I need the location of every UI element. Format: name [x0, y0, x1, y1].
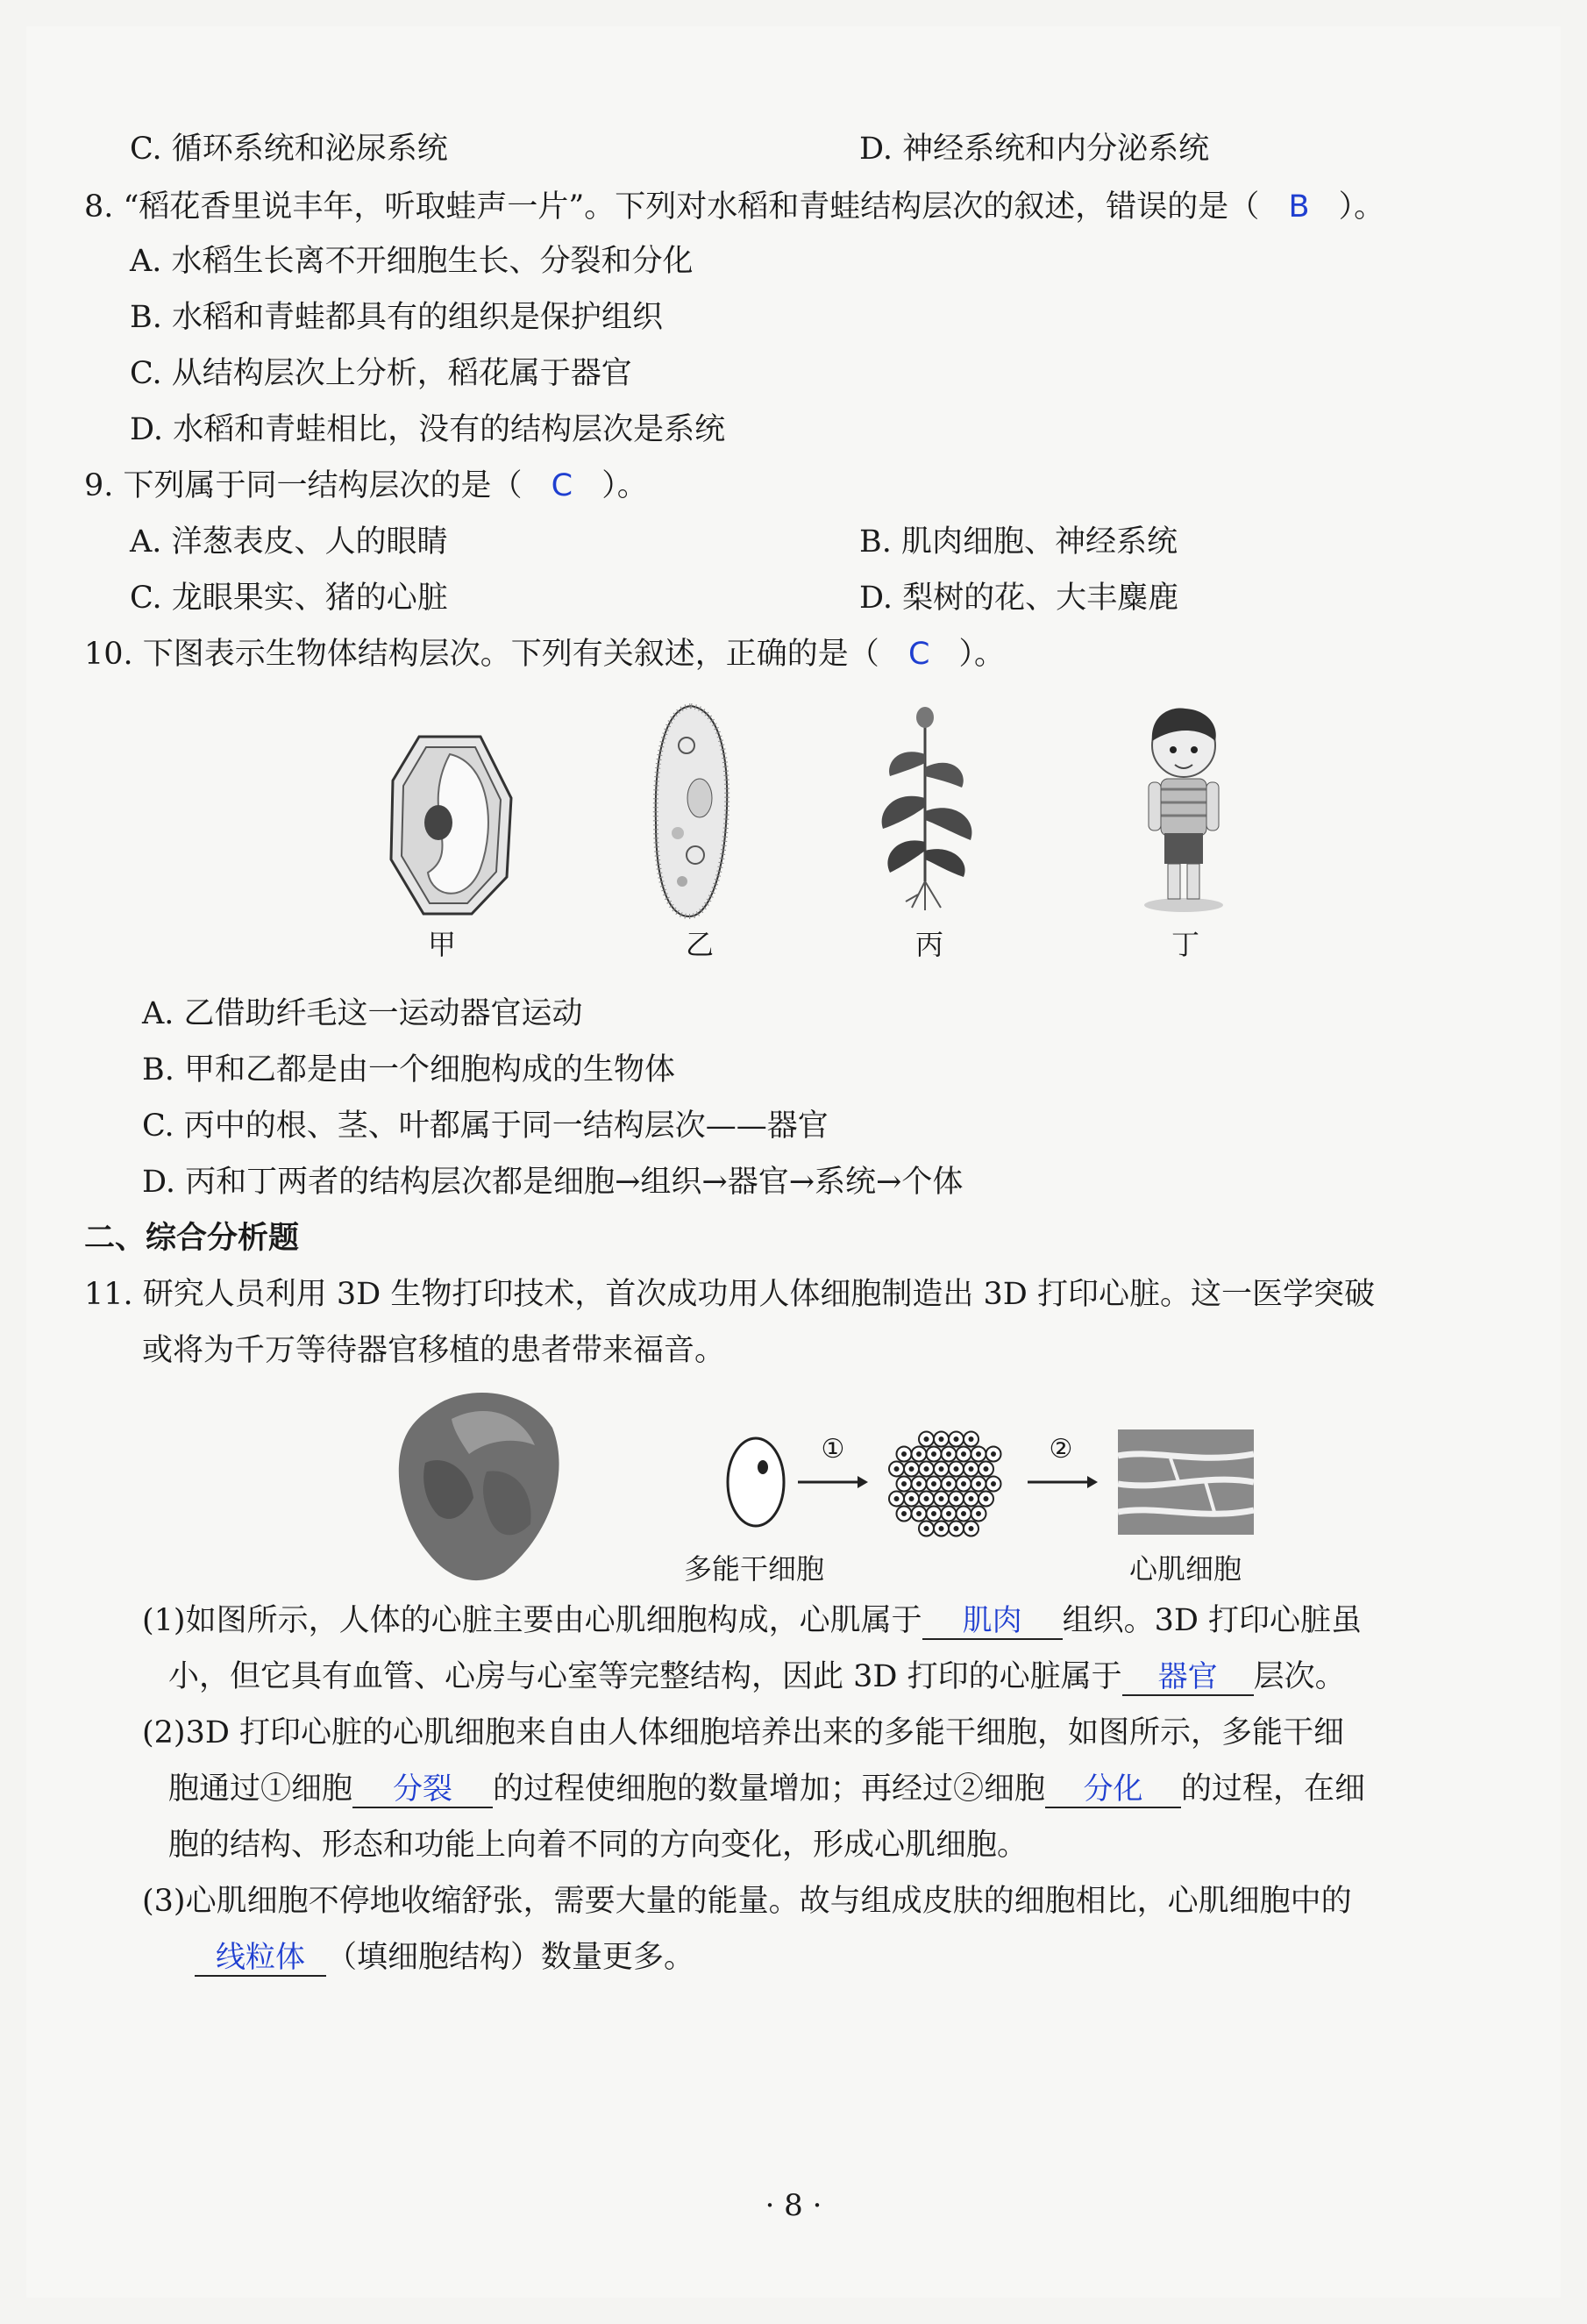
- cluster-cell-nucleus: [939, 1526, 944, 1531]
- q11-part1-text-b: 组织。3D 打印心脏虽: [1062, 1603, 1363, 1638]
- q11-part1-text-c: 小，但它具有血管、心房与心室等完整结构，因此 3D 打印的心脏属于: [168, 1659, 1122, 1694]
- q10-option-a: A. 乙借助纤毛这一运动器官运动: [142, 996, 583, 1031]
- cluster-cell-nucleus: [954, 1436, 959, 1442]
- cluster-cell-nucleus: [924, 1526, 929, 1531]
- cluster-cell-nucleus: [916, 1451, 922, 1457]
- q8-option-d: D. 水稻和青蛙相比，没有的结构层次是系统: [130, 412, 726, 447]
- cluster-cell-nucleus: [969, 1466, 974, 1472]
- cluster-cell-nucleus: [924, 1436, 929, 1442]
- q11-part2-text-c: 的过程使细胞的数量增加；再经过②细胞: [493, 1772, 1046, 1807]
- q9-option-d: D. 梨树的花、大丰麋鹿: [859, 581, 1179, 616]
- q10-option-d: D. 丙和丁两者的结构层次都是细胞→组织→器官→系统→个体: [142, 1165, 964, 1200]
- q8-stem-text: 8. “稻花香里说丰年，听取蛙声一片”。下列对水稻和青蛙结构层次的叙述，错误的是（: [84, 189, 1260, 225]
- q11-part1-text-a: (1)如图所示，人体的心脏主要由心肌细胞构成，心肌属于: [142, 1603, 922, 1638]
- cluster-cell-nucleus: [954, 1466, 959, 1472]
- q11-part2-text-b: 胞通过①细胞: [168, 1772, 353, 1807]
- q11-part3-line1: (3)心肌细胞不停地收缩舒张，需要大量的能量。故与组成皮肤的细胞相比，心肌细胞中的: [142, 1884, 1352, 1919]
- cluster-cell-nucleus: [961, 1511, 966, 1516]
- cluster-cell-nucleus: [976, 1451, 981, 1457]
- q11-part1-text-d: 层次。: [1253, 1659, 1346, 1694]
- q11-part2-line2: [168, 1770, 1365, 1808]
- q11-part3-text-b: （填细胞结构）数量更多。: [326, 1940, 695, 1975]
- stem-cell-label: 多能干细胞: [683, 1552, 824, 1586]
- cluster-cell-nucleus: [931, 1451, 936, 1457]
- q11-part1-answer1: 肌肉: [922, 1603, 1063, 1640]
- label-ding: 丁: [1171, 928, 1199, 961]
- q11-part1-answer2: 器官: [1122, 1659, 1254, 1696]
- q8-option-c: C. 从结构层次上分析，稻花属于器官: [130, 356, 632, 391]
- cluster-cell-nucleus: [916, 1511, 922, 1516]
- cluster-cell-nucleus: [991, 1451, 996, 1457]
- cluster-cell-nucleus: [916, 1481, 922, 1486]
- stem-cell-illustration: [724, 1434, 787, 1530]
- q11-part2-line1: (2)3D 打印心脏的心肌细胞来自由人体细胞培养出来的多能干细胞，如图所示，多能干细: [142, 1715, 1345, 1750]
- cluster-cell-nucleus: [894, 1496, 900, 1501]
- cluster-cell-nucleus: [939, 1466, 944, 1472]
- q10-stem-text: 10. 下图表示生物体结构层次。下列有关叙述，正确的是（: [84, 637, 879, 672]
- cluster-cell-nucleus: [969, 1436, 974, 1442]
- paramecium-illustration: [647, 702, 735, 921]
- q8-answer: B: [1288, 189, 1310, 225]
- cluster-cell-nucleus: [924, 1466, 929, 1472]
- page-number: · 8 ·: [765, 2188, 822, 2223]
- q8-option-b: B. 水稻和青蛙都具有的组织是保护组织: [130, 300, 663, 335]
- cluster-cell-nucleus: [969, 1496, 974, 1501]
- q10-stem: [84, 635, 1005, 674]
- q8-stem-end: ）。: [1338, 189, 1385, 225]
- q10-option-c: C. 丙中的根、茎、叶都属于同一结构层次——器官: [142, 1109, 829, 1144]
- q11-part2-line3: 胞的结构、形态和功能上向着不同的方向变化，形成心肌细胞。: [168, 1828, 1028, 1863]
- q9-stem-end: ）。: [601, 468, 648, 503]
- cluster-cell-nucleus: [961, 1481, 966, 1486]
- cluster-cell-nucleus: [954, 1496, 959, 1501]
- q11-part3-answer: 线粒体: [195, 1940, 326, 1977]
- q11-part3-line2: [195, 1938, 694, 1977]
- q11-stem-line2: 或将为千万等待器官移植的患者带来福音。: [142, 1333, 726, 1368]
- arrow-icon: [1028, 1473, 1098, 1491]
- q9-answer: C: [551, 468, 573, 503]
- plant-cell-illustration: [384, 728, 516, 921]
- step-two-marker: ②: [1049, 1434, 1073, 1465]
- q10-answer: C: [907, 637, 930, 672]
- cluster-cell-nucleus: [931, 1481, 936, 1486]
- q9-stem: [84, 467, 648, 505]
- cluster-cell-nucleus: [946, 1451, 951, 1457]
- q11-part2-answer1: 分裂: [352, 1772, 493, 1808]
- cluster-cell-nucleus: [909, 1496, 914, 1501]
- q8-option-a: A. 水稻生长离不开细胞生长、分裂和分化: [130, 244, 694, 279]
- label-jia: 甲: [427, 928, 456, 961]
- q10-option-b: B. 甲和乙都是由一个细胞构成的生物体: [142, 1052, 675, 1087]
- cluster-cell-nucleus: [991, 1481, 996, 1486]
- cluster-cell-nucleus: [894, 1466, 900, 1472]
- cluster-cell-nucleus: [939, 1436, 944, 1442]
- cluster-cell-nucleus: [939, 1496, 944, 1501]
- cluster-cell-nucleus: [946, 1511, 951, 1516]
- q7-option-c: C. 循环系统和泌尿系统: [130, 132, 448, 167]
- q9-option-b: B. 肌肉细胞、神经系统: [859, 524, 1178, 560]
- cluster-cell-nucleus: [976, 1481, 981, 1486]
- boy-illustration: [1131, 702, 1236, 912]
- cluster-cell-nucleus: [924, 1496, 929, 1501]
- cluster-cell-nucleus: [961, 1451, 966, 1457]
- cardiac-cell-label: 心肌细胞: [1128, 1552, 1242, 1586]
- q9-option-c: C. 龙眼果实、猪的心脏: [130, 581, 448, 616]
- cluster-cell-nucleus: [901, 1451, 907, 1457]
- q10-stem-end: ）。: [958, 637, 1006, 672]
- cluster-cell-nucleus: [969, 1526, 974, 1531]
- q11-stem-line1: 11. 研究人员利用 3D 生物打印技术，首次成功用人体细胞制造出 3D 打印心脏。这一医学突破: [84, 1277, 1375, 1312]
- cluster-cell-nucleus: [976, 1511, 981, 1516]
- cluster-cell-nucleus: [901, 1511, 907, 1516]
- cardiac-muscle-cells-illustration: [1118, 1429, 1254, 1535]
- q8-stem: [84, 188, 1384, 226]
- q11-part1-line1: [142, 1601, 1362, 1640]
- cluster-cell-nucleus: [954, 1526, 959, 1531]
- cluster-cell-nucleus: [901, 1481, 907, 1486]
- q9-stem-text: 9. 下列属于同一结构层次的是（: [84, 468, 523, 503]
- heart-illustration: [390, 1384, 566, 1586]
- label-bing: 丙: [914, 928, 943, 961]
- q7-option-d: D. 神经系统和内分泌系统: [859, 132, 1210, 167]
- arrow-icon: [798, 1473, 868, 1491]
- step-one-marker: ①: [821, 1434, 845, 1465]
- cluster-cell-nucleus: [909, 1466, 914, 1472]
- plant-illustration: [864, 702, 986, 912]
- q11-part2-text-d: 的过程，在细: [1181, 1772, 1366, 1807]
- cluster-cell-nucleus: [984, 1496, 989, 1501]
- cluster-cell-nucleus: [946, 1481, 951, 1486]
- cluster-cell-nucleus: [984, 1466, 989, 1472]
- cluster-cell-nucleus: [931, 1511, 936, 1516]
- q11-part1-line2: [168, 1657, 1346, 1696]
- cell-cluster-illustration: [877, 1421, 1017, 1543]
- q9-option-a: A. 洋葱表皮、人的眼睛: [130, 524, 448, 560]
- label-yi: 乙: [685, 928, 714, 961]
- section-heading: 二、综合分析题: [84, 1221, 300, 1256]
- q11-part2-answer2: 分化: [1045, 1772, 1181, 1808]
